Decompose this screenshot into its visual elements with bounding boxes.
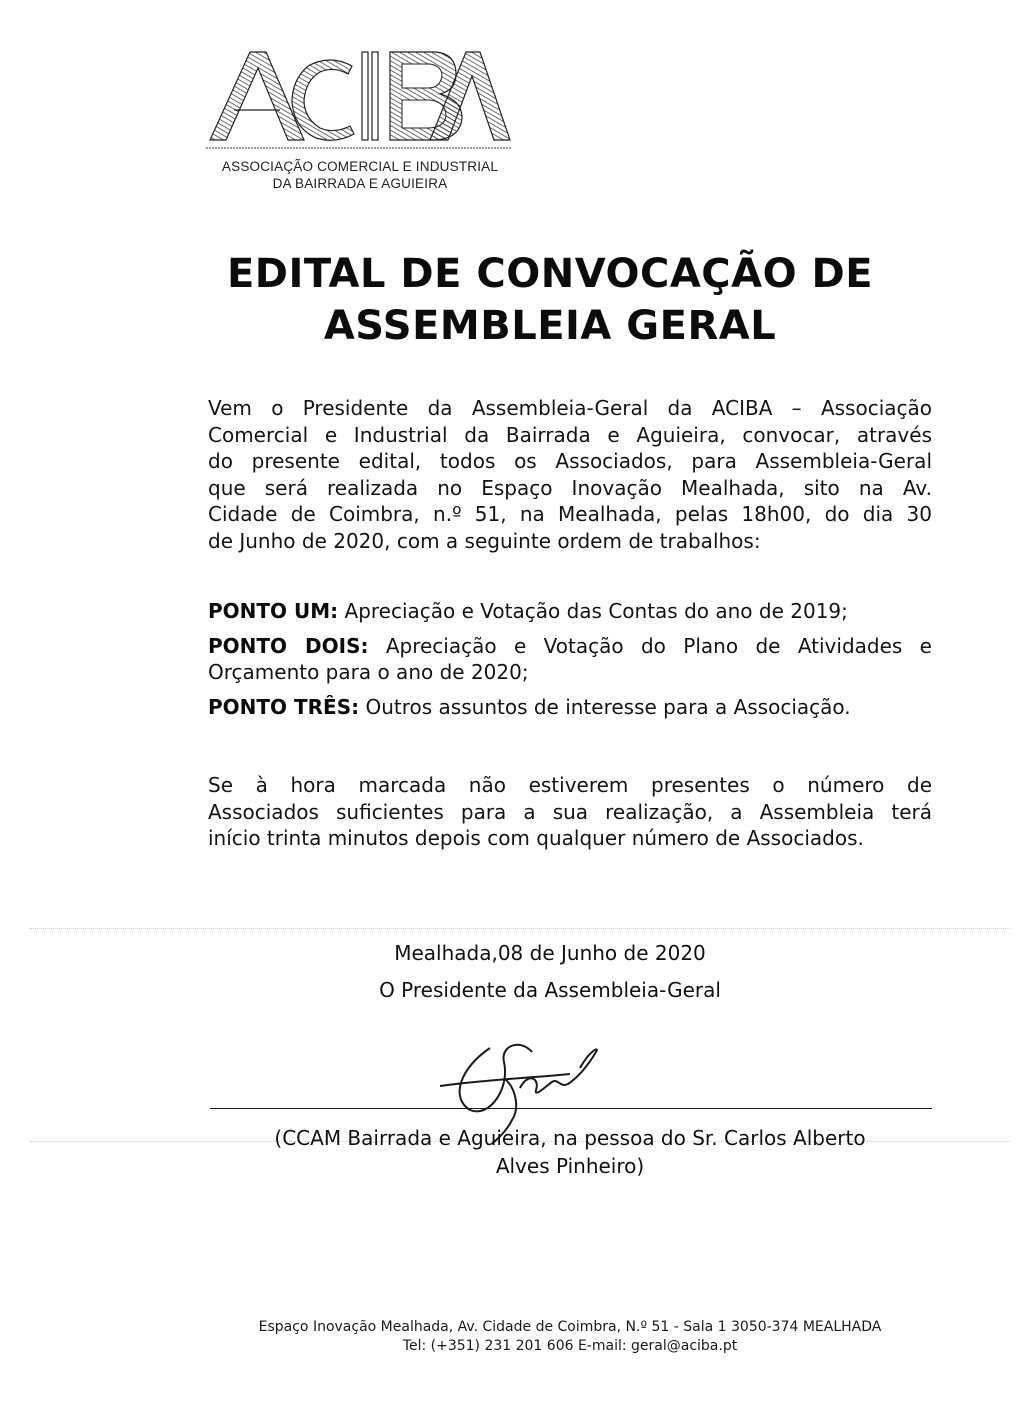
signatory-name-line: Alves Pinheiro) [495,1154,645,1178]
paragraph-line: de Junho de 2020, com a seguinte ordem de trabalhos: [208,528,761,553]
intro-paragraph [208,395,932,555]
paragraph-line: do presente edital, todos os Associados, para Assembleia-Geral [208,449,932,474]
signatory-name-line: (CCAM Bairrada e Aguieira, na pessoa do Sr. Carlos Alberto [274,1126,866,1150]
paragraph-line: Associados suficientes para a sua realização, a Assembleia terá [208,799,932,824]
footer [150,1318,990,1356]
agenda-label: PONTO TRÊS: [208,694,360,719]
agenda-text: Outros assuntos de interesse para a Associação. [365,694,851,719]
paragraph-line: Cidade de Coimbra, n.º 51, na Mealhada, pelas 18h00, do dia 30 [208,502,932,527]
paragraph-line: que será realizada no Espaço Inovação Mealhada, sito na Av. [208,475,932,500]
aciba-logo [204,46,514,196]
agenda-label: PONTO UM: [208,599,339,623]
signatory-role: O Presidente da Assembleia-Geral [379,978,721,1002]
closing-paragraph [208,772,932,852]
paragraph-line: início trinta minutos depois com qualquer número de Associados. [208,826,864,851]
logo-subtitle [206,158,514,192]
signatory-name [220,1124,920,1180]
paragraph-line: Comercial e Industrial da Bairrada e Aguieira, convocar, através [208,422,932,447]
logo-subtitle-line: ASSOCIAÇÃO COMERCIAL E INDUSTRIAL [221,159,499,174]
footer-contact: Tel: (+351) 231 201 606 E-mail: geral@aciba.pt [402,1338,738,1354]
agenda-text: Apreciação e Votação das Contas do ano de 2019; [344,599,848,623]
agenda-label: PONTO DOIS: [208,633,369,658]
title-line: EDITAL DE CONVOCAÇÃO DE [226,251,874,297]
paragraph-line: Se à hora marcada não estiverem presentes o número de [208,773,932,797]
document-title [130,248,990,352]
agenda-text: Apreciação e Votação do Plano de Atividades e [385,633,932,658]
agenda-list [208,598,932,728]
agenda-item [208,633,932,686]
date-place: Mealhada,08 de Junho de 2020 [394,941,706,965]
agenda-item [208,694,932,721]
logo-subtitle-line: DA BAIRRADA E AGUIEIRA [272,176,448,191]
agenda-text: Orçamento para o ano de 2020; [208,660,529,685]
title-line: ASSEMBLEIA GERAL [323,303,777,349]
footer-address: Espaço Inovação Mealhada, Av. Cidade de Coimbra, N.º 51 - Sala 1 3050-374 MEALHADA [258,1319,882,1335]
signature-line [210,1108,932,1109]
scan-dotted-line [30,928,1010,930]
paragraph-line: Vem o Presidente da Assembleia-Geral da ACIBA – Associação [208,396,932,420]
agenda-item [208,598,932,625]
aciba-logo-icon [204,46,514,156]
